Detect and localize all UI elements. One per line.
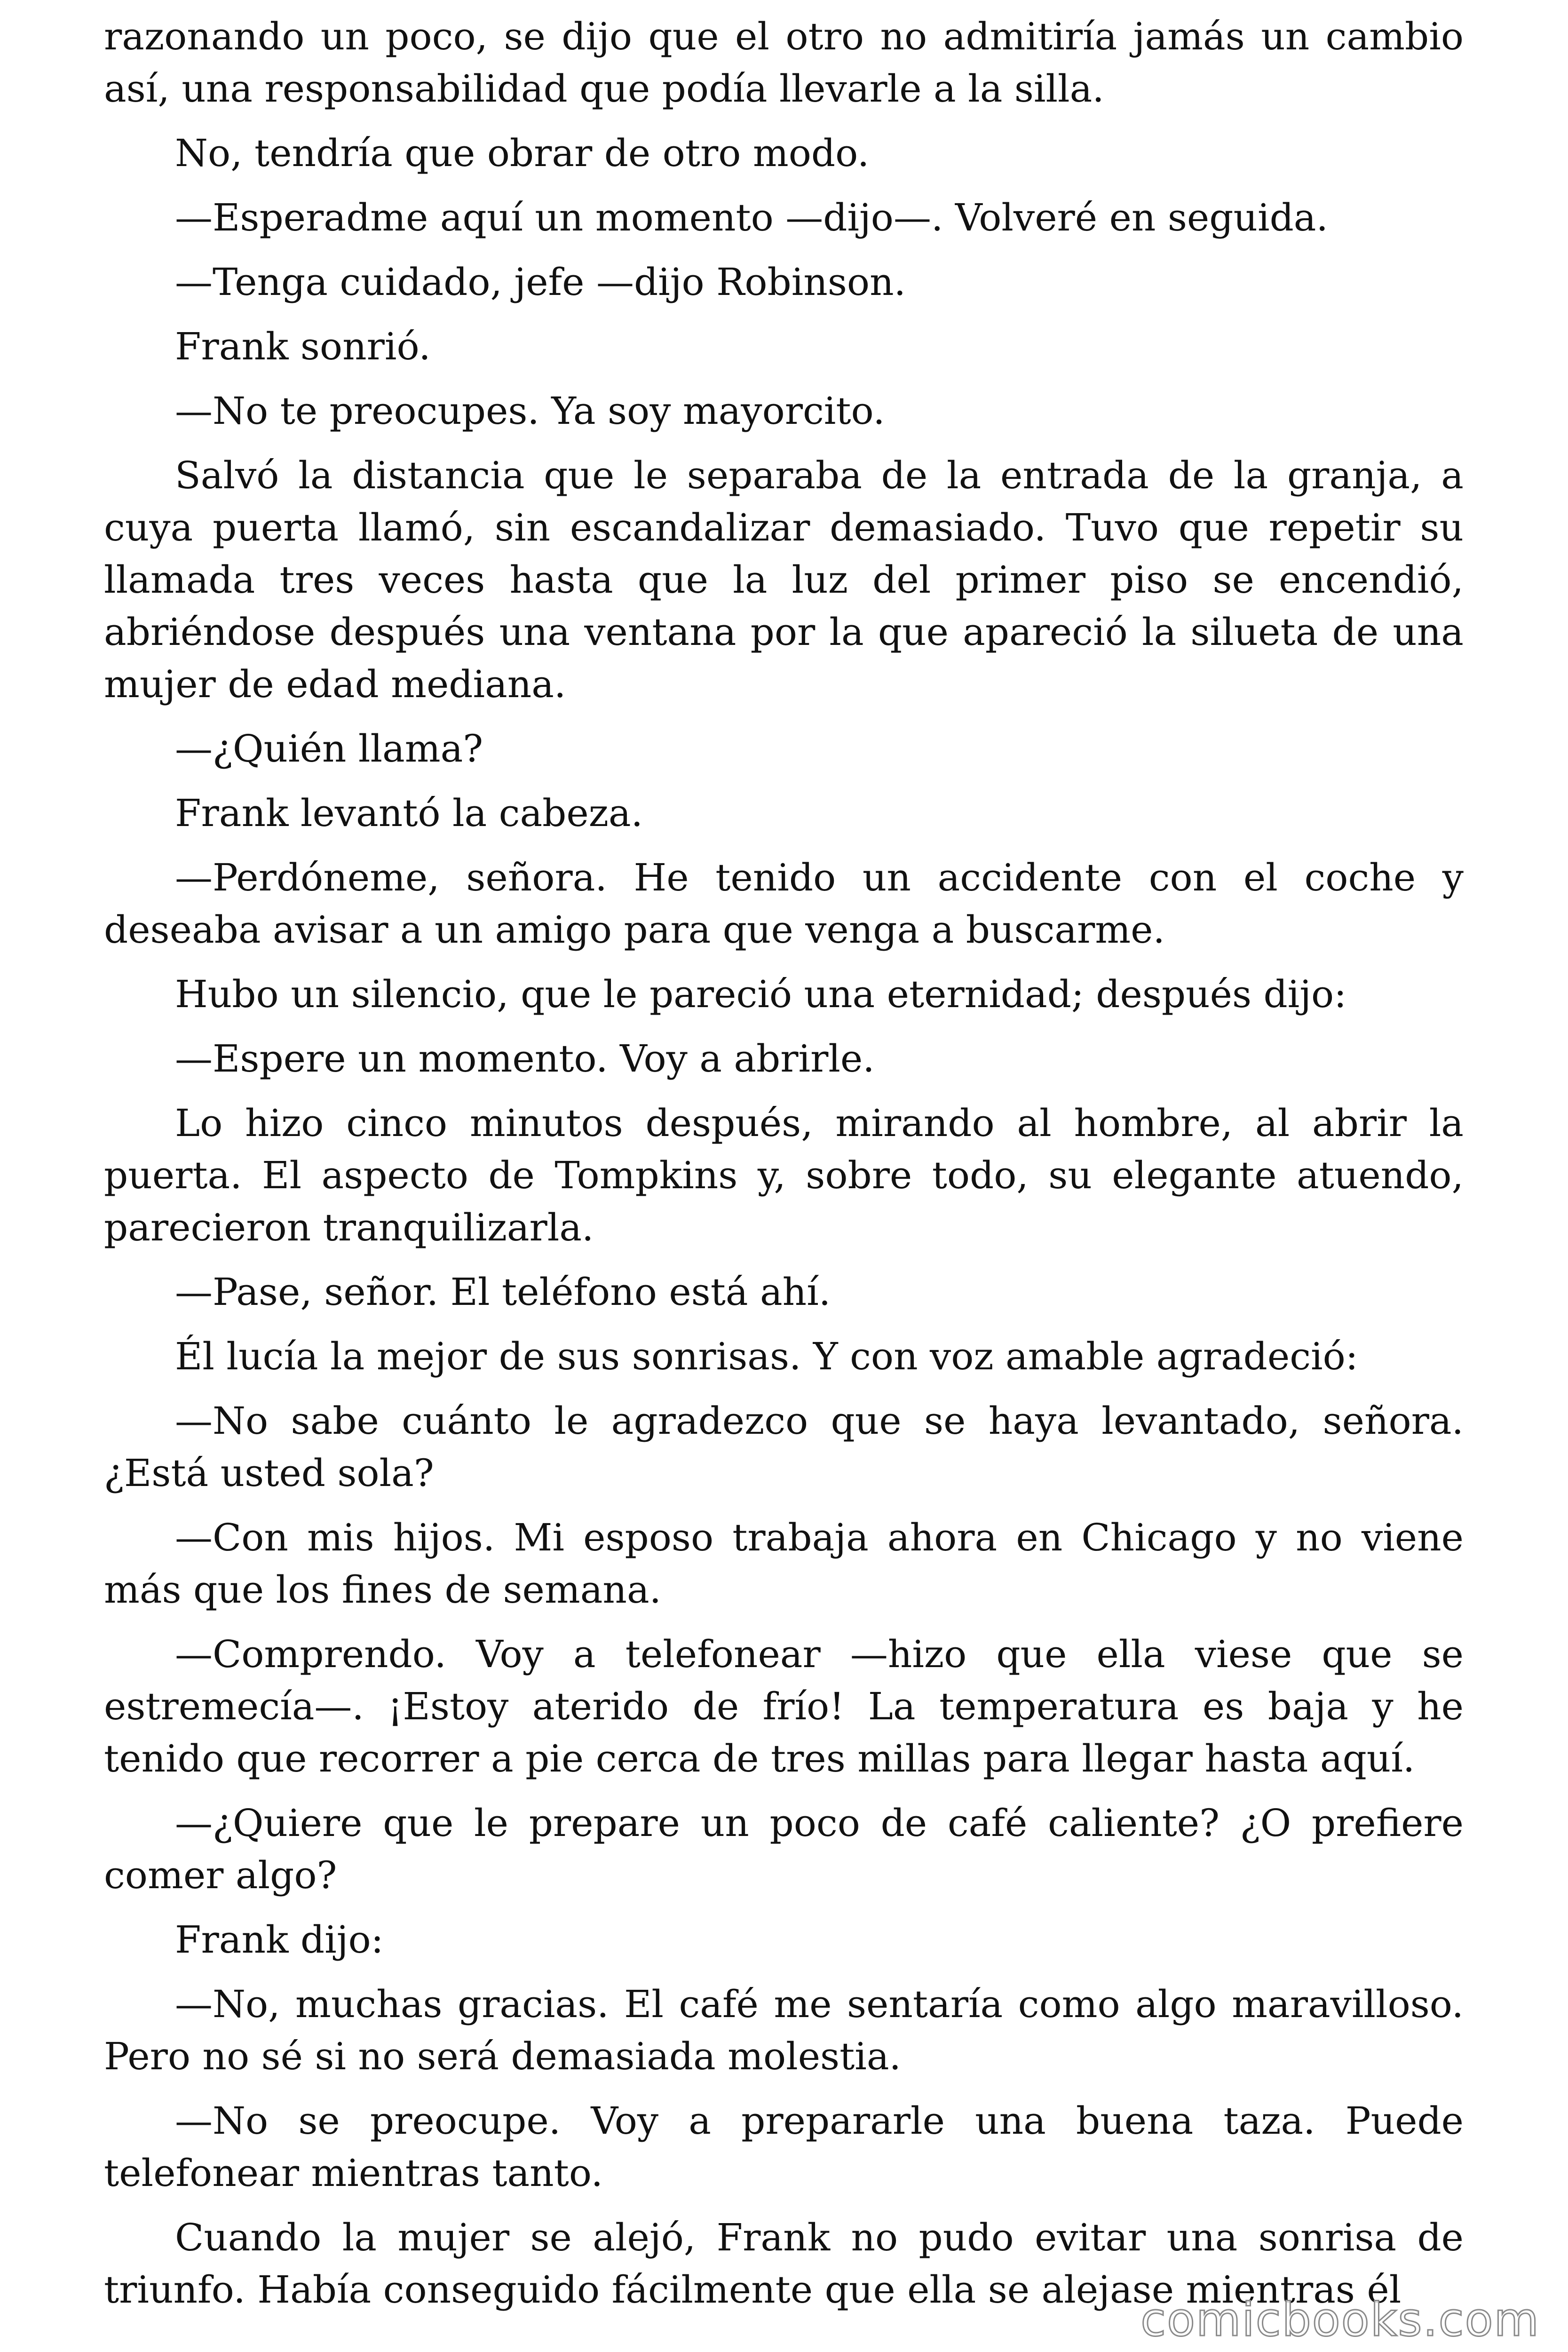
paragraph: —Comprendo. Voy a telefonear —hizo que ella viese que se estremecía—. ¡Estoy aterido de frío! La temperatura es baja y he tenido que recorrer a pie cerca de tres millas para llegar hasta aquí.: [104, 1632, 1464, 1780]
paragraph: Frank dijo:: [175, 1918, 384, 1962]
paragraph: —No se preocupe. Voy a prepararle una buena taza. Puede telefonear mientras tanto.: [104, 2099, 1464, 2195]
paragraph: Salvó la distancia que le separaba de la entrada de la granja, a cuya puerta llamó, sin escandalizar demasiado. Tuvo que repetir su llamada tres veces hasta que la luz del primer piso se encendió, abriéndose después una ventana por la que apareció la silueta de una mujer de edad mediana.: [104, 453, 1464, 706]
paragraph: —Esperadme aquí un momento —dijo—. Volveré en seguida.: [175, 196, 1328, 239]
paragraph: —¿Quiere que le prepare un poco de café caliente? ¿O prefiere comer algo?: [104, 1801, 1464, 1897]
paragraph: —Pase, señor. El teléfono está ahí.: [175, 1270, 831, 1314]
paragraph: —Tenga cuidado, jefe —dijo Robinson.: [175, 260, 906, 304]
paragraph: —Espere un momento. Voy a abrirle.: [175, 1037, 875, 1081]
paragraph: —¿Quién llama?: [175, 727, 483, 771]
paragraph: —No, muchas gracias. El café me sentaría como algo maravilloso. Pero no sé si no será demasiada molestia.: [104, 1982, 1464, 2078]
paragraph: —No te preocupes. Ya soy mayorcito.: [175, 389, 885, 433]
paragraph: —No sabe cuánto le agradezco que se haya levantado, señora. ¿Está usted sola?: [104, 1399, 1464, 1495]
paragraph: No, tendría que obrar de otro modo.: [175, 131, 870, 175]
paragraph: razonando un poco, se dijo que el otro no admitiría jamás un cambio así, una responsabilidad que podía llevarle a la silla.: [104, 15, 1464, 111]
paragraph: Él lucía la mejor de sus sonrisas. Y con voz amable agradeció:: [175, 1335, 1358, 1378]
paragraph: Frank sonrió.: [175, 325, 431, 368]
paragraph: Cuando la mujer se alejó, Frank no pudo evitar una sonrisa de triunfo. Había conseguido fácilmente que ella se alejase mientras él: [104, 2216, 1464, 2312]
paragraph: Frank levantó la cabeza.: [175, 791, 643, 835]
paragraph: Lo hizo cinco minutos después, mirando al hombre, al abrir la puerta. El aspecto de Tompkins y, sobre todo, su elegante atuendo, parecieron tranquilizarla.: [104, 1101, 1464, 1249]
paragraph: —Con mis hijos. Mi esposo trabaja ahora en Chicago y no viene más que los fines de semana.: [104, 1516, 1464, 1612]
watermark: comicbooks.com: [1140, 2293, 1540, 2347]
paragraph: —Perdóneme, señora. He tenido un accidente con el coche y deseaba avisar a un amigo para que venga a buscarme.: [104, 856, 1464, 952]
page-text: [104, 10, 1464, 2328]
paragraph: Hubo un silencio, que le pareció una eternidad; después dijo:: [175, 972, 1347, 1016]
